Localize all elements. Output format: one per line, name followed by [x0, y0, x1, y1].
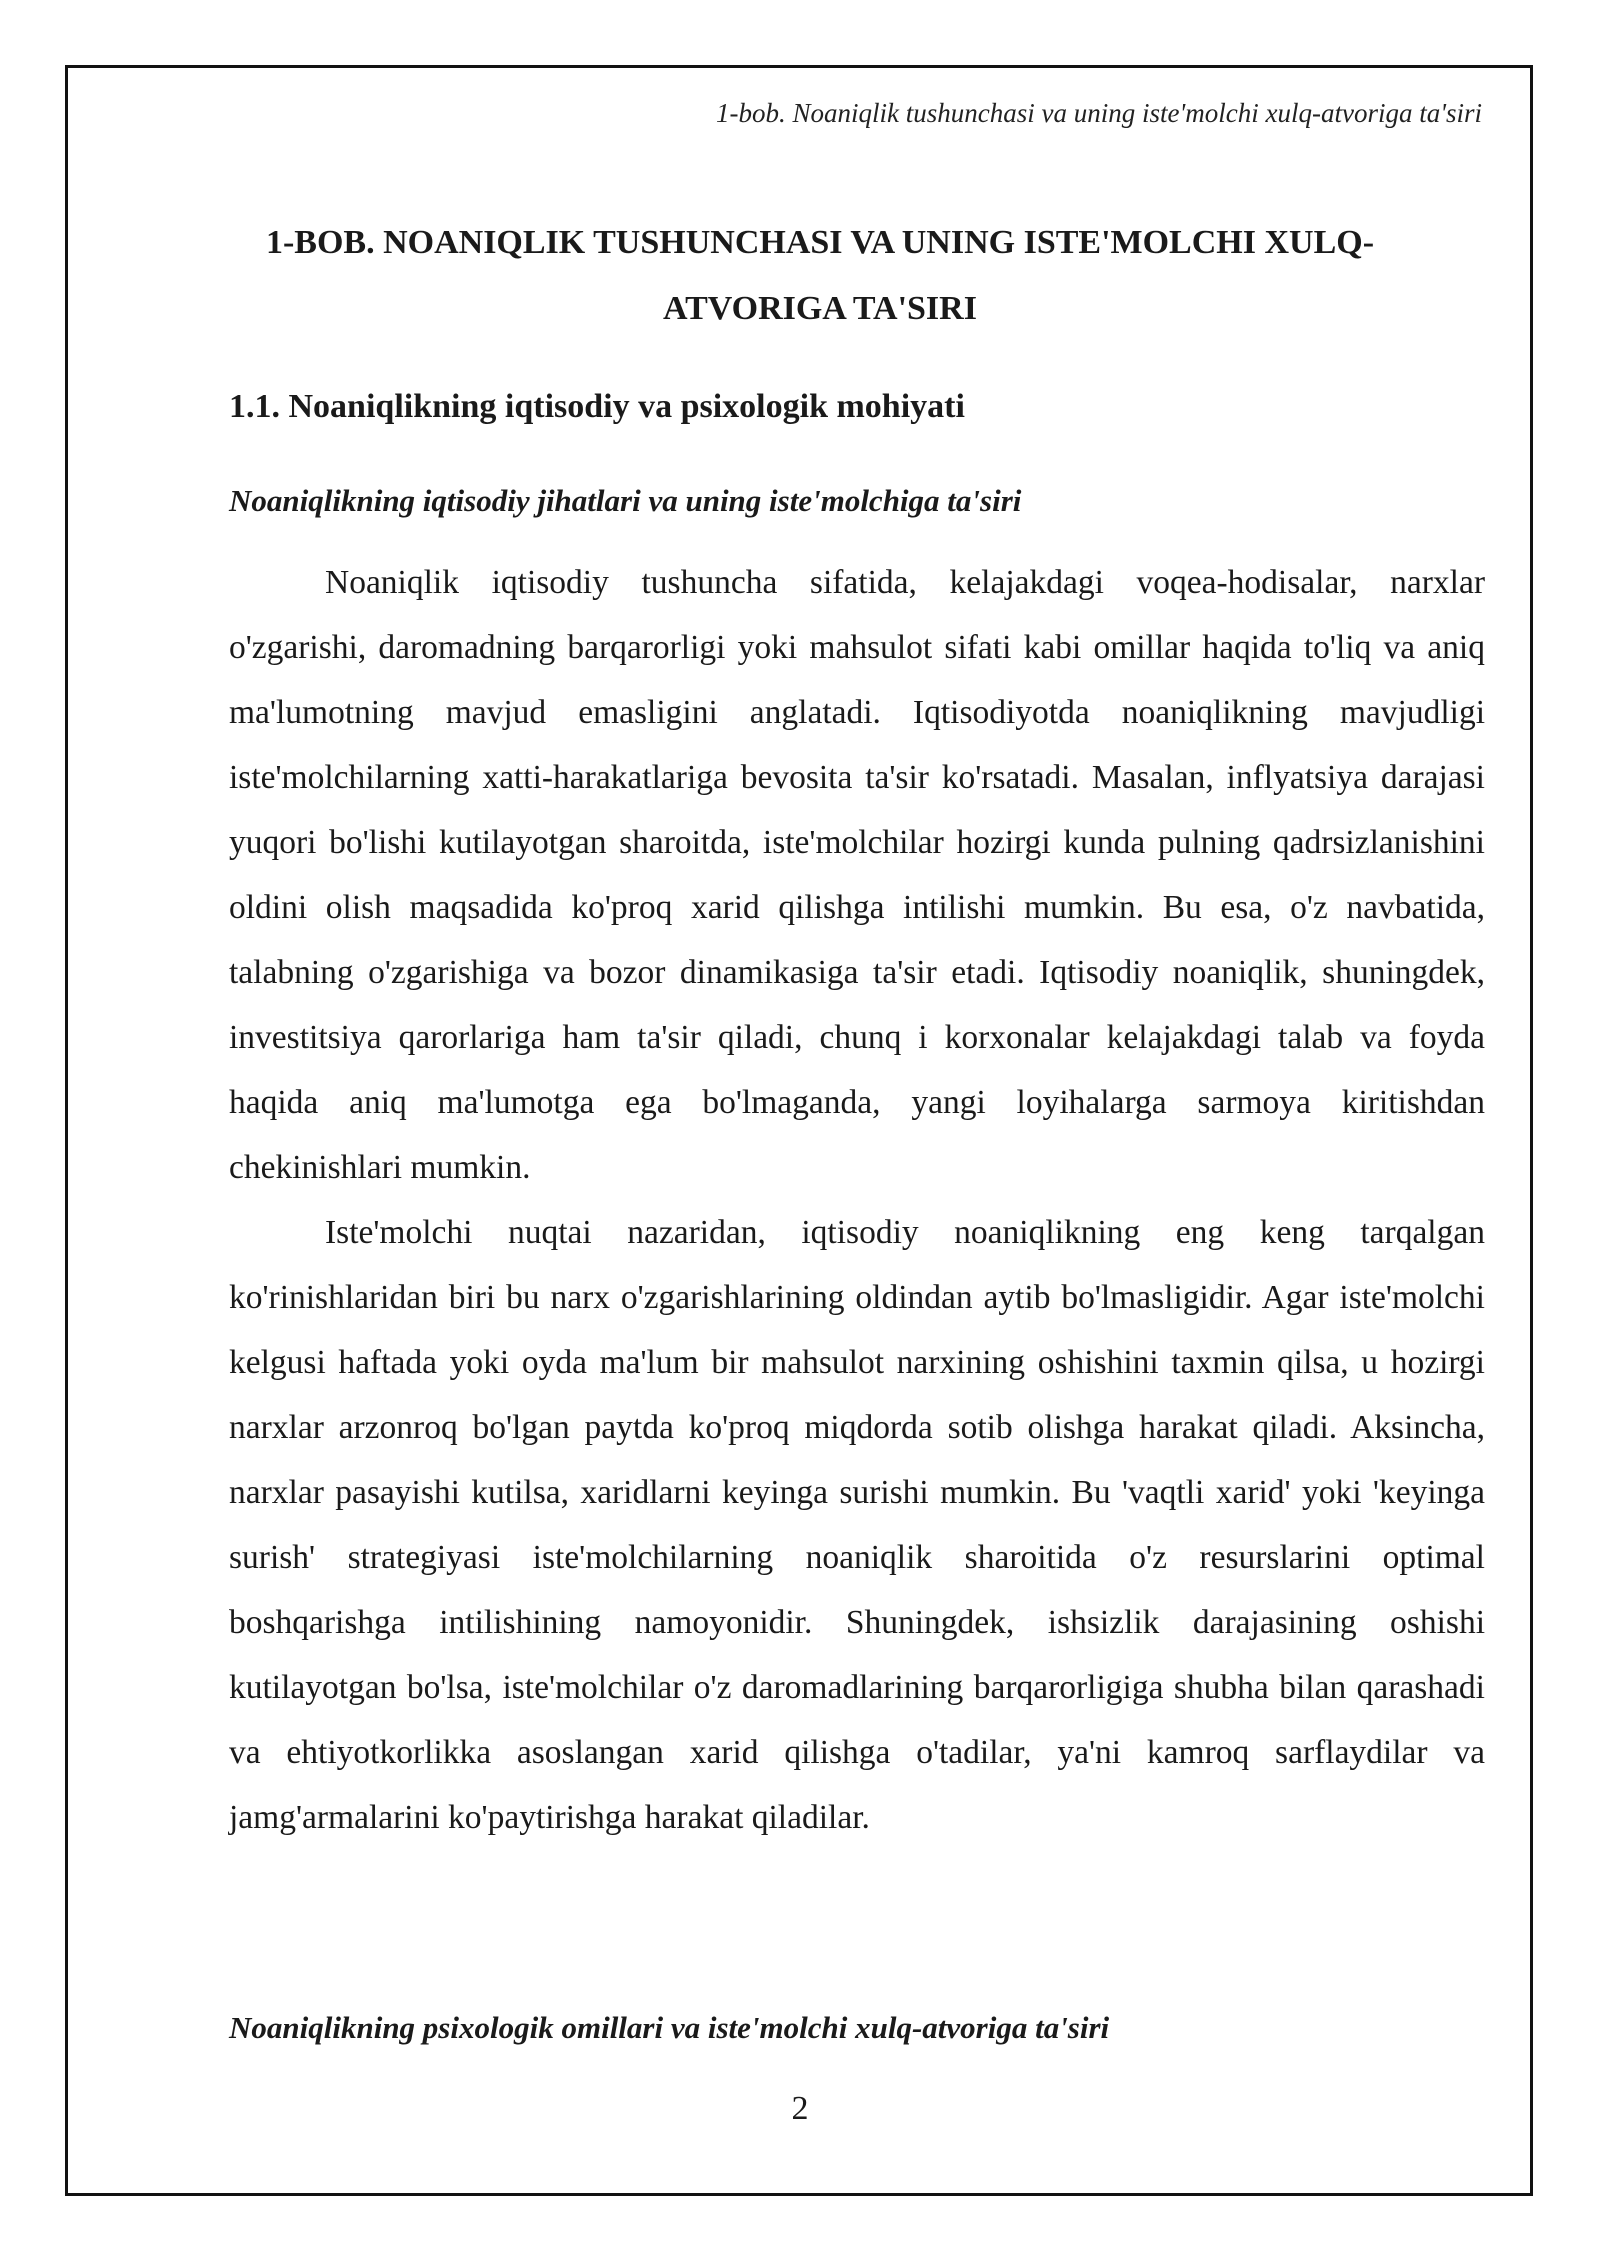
chapter-title: 1-BOB. NOANIQLIK TUSHUNCHASI VA UNING ISTE'MOLCHI XULQ-ATVORIGA TA'SIRI	[265, 224, 1375, 327]
subsection-heading-economic: Noaniqlikning iqtisodiy jihatlari va uning iste'molchiga ta'siri	[229, 483, 1022, 518]
paragraph: Noaniqlik iqtisodiy tushuncha sifatida, kelajakdagi voqea-hodisalar, narxlar o'zgarishi, daromadning barqarorligi yoki mahsulot sifati kabi omillar haqida to'liq va aniq ma'lumotning mavjud emasligini anglatadi. Iqtisodiyotda noaniqlikning mavjudligi iste'molchilarning xatti-harakatlariga bevosita ta'sir ko'rsatadi. Masalan, inflyatsiya darajasi yuqori bo'lishi kutilayotgan sharoitda, iste'molchilar hozirgi kunda pulning qadrsizlanishini oldini olish maqsadida ko'proq xarid qilishga intilishi mumkin. Bu esa, o'z navbatida, talabning o'zgarishiga va bozor dinamikasiga ta'sir etadi. Iqtisodiy noaniqlik, shuningdek, investitsiya qarorlariga ham ta'sir qiladi, chunq i korxonalar kelajakdagi talab va foyda haqida aniq ma'lumotga ega bo'lmaganda, yangi loyihalarga sarmoya kiritishdan chekinishlari mumkin.	[229, 564, 1485, 1186]
section-title: 1.1. Noaniqlikning iqtisodiy va psixologik mohiyati	[229, 388, 965, 425]
subsection-heading-psychological: Noaniqlikning psixologik omillari va iste'molchi xulq-atvoriga ta'siri	[229, 2010, 1110, 2045]
paragraph: Iste'molchi nuqtai nazaridan, iqtisodiy noaniqlikning eng keng tarqalgan ko'rinishlaridan biri bu narx o'zgarishlarining oldindan aytib bo'lmasligidir. Agar iste'molchi kelgusi haftada yoki oyda ma'lum bir mahsulot narxining oshishini taxmin qilsa, u hozirgi narxlar arzonroq bo'lgan paytda ko'proq miqdorda sotib olishga harakat qiladi. Aksincha, narxlar pasayishi kutilsa, xaridlarni keyinga surishi mumkin. Bu 'vaqtli xarid' yoki 'keyinga surish' strategiyasi iste'molchilarning noaniqlik sharoitida o'z resurslarini optimal boshqarishga intilishining namoyonidir. Shuningdek, ishsizlik darajasining oshishi kutilayotgan bo'lsa, iste'molchilar o'z daromadlarining barqarorligiga shubha bilan qarashadi va ehtiyotkorlikka asoslangan xarid qilishga o'tadilar, ya'ni kamroq sarflaydilar va jamg'armalarini ko'paytirishga harakat qiladilar.	[229, 1214, 1485, 1836]
running-header: 1-bob. Noaniqlik tushunchasi va uning iste'molchi xulq-atvoriga ta'siri	[716, 98, 1482, 128]
body-text	[229, 550, 1485, 1850]
page-number: 2	[791, 2090, 809, 2127]
